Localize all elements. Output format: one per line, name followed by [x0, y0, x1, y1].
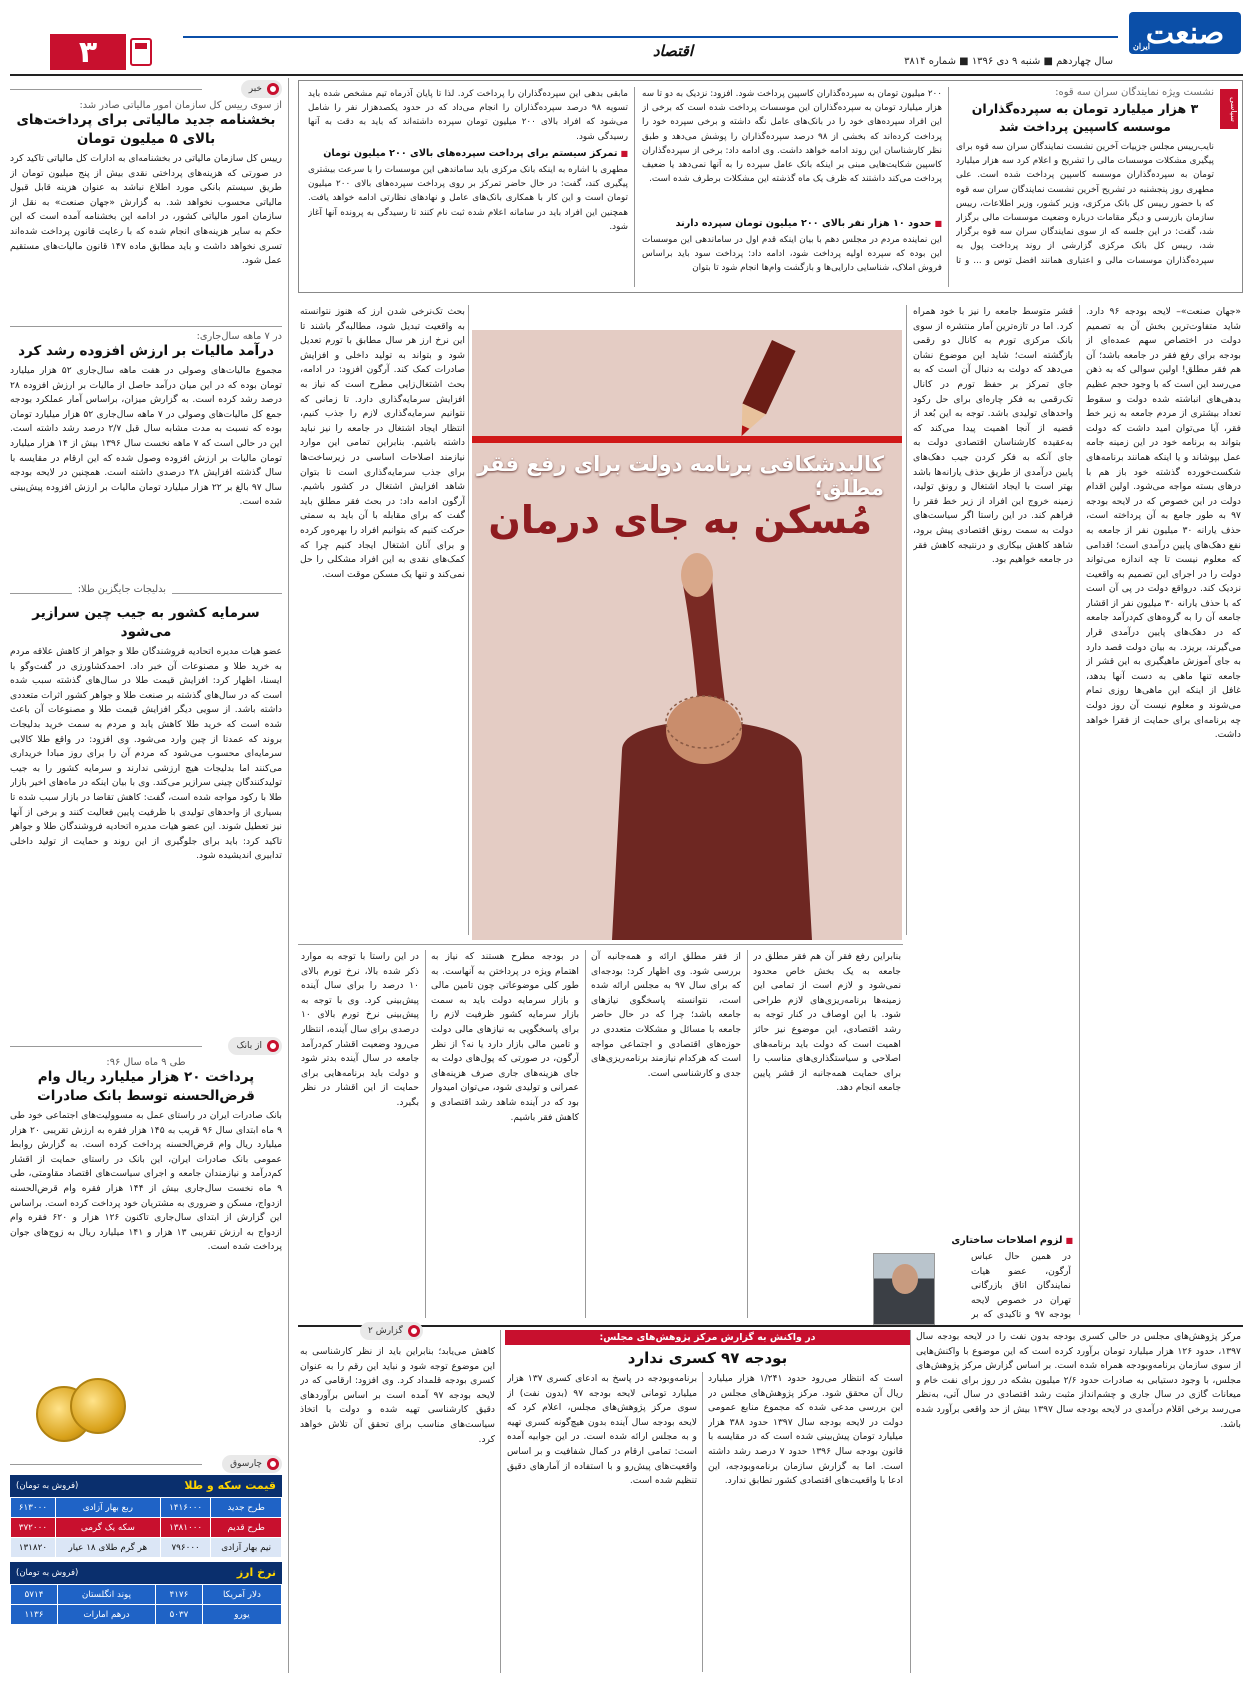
- gold-table: [10, 1497, 282, 1558]
- table-row: دلار آمریکا ۴۱۷۶ پوند انگلستان ۵۷۱۴: [11, 1585, 282, 1605]
- masthead-rule: [183, 36, 1118, 54]
- story3-body: عضو هیات مدیره اتحادیه فروشندگان طلا و جواهر از کاهش علاقه مردم به خرید طلا و مصنوعات آن خبر داد. احمدکشاورزی در گفت‌وگو با ایسنا، اظهار کرد: افزایش قیمت طلا در سال‌های گذشته سبب شده است که در سال‌های گذشته بر صنعت طلا و جواهر کشور اثرات متعددی داشته باشد. از سویی دیگر افزایش قیمت طلا و مصنوعات آن باعث شده است که خرید طلا کاهش یابد و مردم به سمت خرید بدلیجات بروند که عمدتا از چین وارد می‌شود. وی افزود: در واقع طلا کالایی سرمایه‌ای محسوب می‌شود که مردم آن را برای روز مبادا خریداری می‌کنند اما بدلیجات هیچ ارزشی ندارند و سرمایه کشور را به جیب تولیدکنندگان چینی سرازیر می‌کند. وی با بیان اینکه در ماه‌های اخیر بازار طلا با رکود مواجه شده است، گفت: کاهش تقاضا در بازار سبب شده تا بسیاری از واحدهای تولیدی با ظرفیت پایین فعالیت کنند و برخی از آنها نیز تعطیل شوند. این عضو هیات مدیره اتحادیه فروشندگان طلا و جواهر تاکید کرد: باید برای جلوگیری از این روند و حمایت از تولید داخلی تدابیری اندیشیده شود.: [10, 646, 282, 862]
- section-title: اقتصاد: [652, 42, 693, 60]
- gold-coins-image: [36, 1378, 136, 1448]
- author-photo: [873, 1253, 935, 1325]
- top-story-sub2: ■ تمرکز سیستم برای پرداخت سپرده‌های بالای ۲۰۰ میلیون تومان: [308, 147, 628, 161]
- author-box: [913, 1232, 1073, 1250]
- fx-table-title: نرخ ارز: [236, 1566, 276, 1579]
- fx-table-header: [10, 1562, 282, 1584]
- report-tag: گزارش ۲: [360, 1322, 423, 1340]
- report-col-mid: است که انتظار می‌رود حدود ۱/۲۴۱ هزار میلیارد ریال آن محقق شود. مرکز پژوهش‌های مجلس در این بررسی مدعی شده که مجموع منابع عمومی دولت در لایحه بودجه سال ۱۳۹۷ حدود ۳۸۸ هزار میلیارد تومان پیش‌بینی شده است که در مقایسه با قانون بودجه سال ۱۳۹۶ حدود ۷ درصد رشد داشته است. اما به گزارش سازمان برنامه‌وبودجه، این ادعا با واقعیت‌های اقتصادی کشور تطابق ندارد.: [708, 1373, 903, 1487]
- story3-kicker: بدلیجات جایگزین طلا:: [72, 584, 172, 595]
- table-row: یورو ۵۰۳۷ درهم امارات ۱۱۳۶: [11, 1605, 282, 1625]
- story2-body: مجموع مالیات‌های وصولی در هفت ماهه سال‌جاری ۵۲ هزار میلیارد تومان بوده که در این میان درآمد حاصل از مالیات بر ارزش افزوده ۲۸ درصد رشد کرده است. به گزارش میزان، براساس آمار عملکرد بودجه جمع کل مالیات‌های وصولی در ۷ ماهه سال‌جاری ۵۲ هزار میلیارد تومان بوده که نسبت به مدت مشابه سال قبل ۲/۷ درصد رشد داشته است. این در حالی است که ۷ ماهه نخست سال ۱۳۹۶ بیش از ۱۴ هزار میلیارد تومان مالیات بر ارزش افزوده وصول شده که این ارقام در مقایسه با سال گذشته افزایش ۲۸ درصدی داشته است. همچنین در لایحه بودجه سال ۹۷ بالغ بر ۲۲ هزار میلیارد تومان مالیات بر ارزش افزوده پیش‌بینی شده است.: [10, 365, 282, 508]
- feature-headline: مُسکن به جای درمان: [488, 498, 872, 542]
- page-number: ۳: [50, 34, 126, 70]
- top-story-col2-wrap: [642, 87, 942, 277]
- feature-col1: «جهان صنعت»– لایحه بودجه ۹۶ دارد. شاید متفاوت‌ترین بخش آن به تصمیم دولت در اختصاص سهم عمده‌ای از بودجه برای رفع فقر در جامعه باشد؛ آن هم فقر مطلق! اولین سوالی که به ذهن می‌رسد این است که با وجود حجم عظیم بدهی‌های انباشته شده دولت و سقوط تعداد بیشتری از مردم جامعه به زیر خط فقر، آیا می‌توان امید داشت که دولت بتواند به برنامه خود در این زمینه جامه عمل بپوشاند و یا اینکه همانند برنامه‌های شکست‌خورده گذشته خود باز هم با درهای بسته مواجه می‌شود. اولین اقدام دولت در این خصوص که در لایحه بودجه ۹۷ به طور جامع به آن پرداخته است، حذف یارانه ۳۰ میلیون نفر از جامعه به نفع دهک‌های پایین درآمدی است؛ اقدامی که معلوم نیست تا چه اندازه می‌تواند دولت را در اجرای این تصمیم به واقعیت نزدیک کند. درواقع دولت در پی آن است که با حذف یارانه ۳۰ میلیون نفر از اقشار جامعه آن را به گروه‌های کم‌درآمد جامعه که در دهک‌های پایین درآمدی قرار می‌گیرند، بریزد. به بیان دولت قصد دارد به جای آموزش ماهیگیری به این قشر از جامعه تنها ماهی به دست آنها بدهد، غافل از اینکه این ماهی‌ها روزی تمام می‌شوند و معلوم نیست آن روز دولت چه برنامه‌ای برای حمایت از فقرا خواهد داشت.: [1086, 306, 1241, 741]
- header-divider: [10, 74, 1243, 76]
- table-row: طرح جدید ۱۴۱۶۰۰۰ ربع بهار آزادی ۶۱۳۰۰۰: [11, 1498, 282, 1518]
- story3-title: سرمایه کشور به جیب چین سرازیر می‌شود: [32, 605, 260, 640]
- news-tag: خبر: [241, 80, 282, 98]
- feature-col2: قشر متوسط جامعه را نیز با خود همراه کرد. اما در تازه‌ترین آمار منتشره از سوی بانک مرکزی تورم به کانال دو رقمی بازگشته است؛ شاید این موضوع نشان می‌دهد که دولت به دنبال آن است که به جای تمرکز بر حفظ تورم در کانال تک‌رقمی به فکر چاره‌ای برای حل رکود واحدهای تولیدی باشد. توجه به این بُعد از قضیه از آنجا اهمیت پیدا می‌کند که به‌عقیده کارشناسان اقتصادی دولت به جای آنکه به فکر کردن جیب دهک‌های پایین درآمدی از طریق حذف یارانه‌ها باشد بهتر است با ایجاد اشتغال و رونق تولید، زمینه خروج این افراد از زیر خط فقر را فراهم کند. در این راستا اگر سیاست‌های دولت به سمت رونق اقتصادی پیش برود، شاهد کاهش بیکاری و درنتیجه کاهش فقر در جامعه خواهیم بود.: [913, 306, 1073, 566]
- top-story-col2: ۲۰۰ میلیون تومان به سپرده‌گذاران کاسپین پرداخت شود. افزود: نزدیک به دو تا سه هزار میلیارد تومان به سپرده‌گذاران این موسسات پرداخت شده است که برخی از این افراد سپرده‌های خود را در بانک‌های عامل نگه داشته و برخی سپرده خود را پرداخت کرده‌اند که بخشی از ۹۸ درصد سپرده‌گذاران را پوشش می‌دهد و طبق نظر کارشناسان این روند ادامه خواهد داشت. وی ادامه داد: برخی از سپرده‌گذاران کاسپین شکایت‌هایی مبنی بر اینکه بانک عامل سپرده را به آنها نمی‌دهد یا ضعیف پرداخت می‌کند داشتند که ظرف یک ماه گذشته این مشکلات برطرف شده است.: [642, 89, 942, 185]
- pencil-figure-svg: [472, 330, 902, 940]
- top-story-col3: مابقی بدهی این سپرده‌گذاران را پرداخت کرد. لذا تا پایان آذرماه تیم مشخص شده باید تسویه ۹۸ درصد سپرده‌گذاران را انجام می‌داد که در حدود یکصدهزار نفر را شامل می‌شود که افراد بالای ۲۰۰ میلیون تومان سپرده داشته‌اند که باید به دقت به آنها رسیدگی شود.: [308, 89, 628, 142]
- market-box: [10, 1455, 282, 1625]
- author-text: در همین حال عباس آرگون، عضو هیات نمایندگان اتاق بازرگانی تهران در خصوص لایحه بودجه ۹۷ و تاکیدی که بر: [971, 1251, 1071, 1321]
- feature-bottom-col2: از فقر مطلق ارائه و همه‌جانبه آن بررسی شود. وی اظهار کرد: بودجه‌ای که برای سال ۹۷ به مجلس ارائه شده است، نتوانسته پاسخگوی نیازهای جامعه باشد؛ چرا که در حال حاضر جامعه با مسائل و مشکلات متعددی در حوزه‌های اقتصادی و اجتماعی مواجه است که هرکدام نیازمند برنامه‌ریزی‌های جدی و کارشناسی است.: [591, 951, 741, 1079]
- feature-col3: بحث تک‌نرخی شدن ارز که هنوز نتوانسته به واقعیت تبدیل شود، مطالبه‌گر باشند تا این نرخ ارز هر سال مطابق با تورم تعدیل شود و بتواند به تولید داخلی و افزایش صادرات کمک کند. آرگون افزود: در ادامه، بحث اشتغال‌زایی مطرح است که نیاز به افزایش سرمایه‌گذاری دارد. تا زمانی که نتوانیم سرمایه‌گذاری لازم را جذب کنیم، انتظار ایجاد اشتغال در جامعه را نیز نباید داشته باشیم. بنابراین تمامی این موارد نیازمند اصلاحات اساسی در زیرساخت‌ها برای جذب سرمایه‌گذاری است تا بتوان شاهد افزایش اشتغال در کشور باشیم. آرگون ادامه داد: در بحث فقر مطلق باید گفت که برای مقابله با آن باید به سمتی حرکت کنیم که بتوانیم افراد را بهره‌ور کرده و برای آنان اشتغال ایجاد کنیم چرا که کمک‌های نقدی به این افراد مشکلی را حل نمی‌کند و تنها یک مسکن موقت است.: [300, 306, 465, 580]
- newspaper-logo: صنعت ایران: [1129, 12, 1241, 54]
- top-story-box: [298, 80, 1243, 293]
- report-col-left: برنامه‌وبودجه در پاسخ به ادعای کسری ۱۳۷ هزار میلیارد تومانی لایحه بودجه ۹۷ (بدون نفت) از سوی مرکز پژوهش‌های مجلس، اعلام کرد که لایحه بودجه سال آینده بدون هیچ‌گونه کسری تهیه و به مجلس ارائه شده است. در این جوابیه آمده است: تمامی ارقام در کمال شفافیت و بر اساس واقعیت‌های پیش‌رو و با استفاده از آمارهای دقیق تنظیم شده است.: [507, 1373, 697, 1487]
- top-story-label: سیاسی: [1220, 89, 1238, 129]
- top-story-kicker: نشست ویژه نمایندگان سران سه قوه:: [1055, 87, 1214, 98]
- story1-kicker: از سوی رییس کل سازمان امور مالیاتی صادر شد:: [79, 100, 282, 111]
- table-row: طرح قدیم ۱۳۸۱۰۰۰ سکه یک گرمی ۳۷۲۰۰۰: [11, 1518, 282, 1538]
- gold-table-header: [10, 1475, 282, 1497]
- feature-bottom-col4: در این راستا با توجه به موارد ذکر شده بالا، نرخ تورم بالای ۱۰ درصد را برای سال آینده پیش‌بینی کرد. وی با توجه به پیش‌بینی نرخ تورم بالای ۱۰ درصدی برای سال آینده، انتظار می‌رود وضعیت اقشار کم‌درآمد جامعه در سال آینده بدتر شود و دولت باید برنامه‌هایی برای حمایت از این اقشار در نظر بگیرد.: [301, 951, 419, 1108]
- feature-kicker: کالبدشکافی برنامه دولت برای رفع فقر مطلق؛: [477, 452, 884, 500]
- top-story-lead: [956, 85, 1214, 270]
- story4-body: بانک صادرات ایران در راستای عمل به مسوولیت‌های اجتماعی خود طی ۹ ماه ابتدای سال ۹۶ قریب به ۱۴۵ هزار فقره به ارزش تقریبی ۲۰ هزار میلیارد ریال وام قرض‌الحسنه پرداخت کرده است. به گزارش روابط عمومی بانک صادرات ایران، این بانک در راستای حمایت از اقشار کم‌درآمد و نیازمندان جامعه و اجرای سیاست‌های اقتصاد مقاومتی، طی ۹ ماه نخست سال‌جاری بیش از ۱۴۴ هزار فقره وام قرض‌الحسنه ازدواج، مسکن و ضروری به مشتریان خود پرداخت کرده است. براساس این گزارش از ابتدای سال‌جاری تاکنون ۱۲۶ هزار و ۶۲۰ فقره وام ازدواج به ارزش تقریبی ۱۳ هزار و ۱۴۱ میلیارد ریال به زوج‌های جوان پرداخت شده است.: [10, 1110, 282, 1253]
- story2-kicker: در ۷ ماهه سال‌جاری:: [196, 331, 282, 342]
- gold-table-title: قیمت سکه و طلا: [184, 1479, 276, 1492]
- top-story-col3-wrap: [308, 87, 628, 277]
- report-col-right: مرکز پژوهش‌های مجلس در حالی کسری بودجه بدون نفت را در لایحه بودجه سال ۱۳۹۷، حدود ۱۲۶ هزار میلیارد تومان برآورد کرده است که این موضوع با واکنش‌هایی از سوی سازمان برنامه‌وبودجه همراه شده است. بر اساس گزارش مرکز پژوهش‌های مجلس، با وجود دستیابی به صادرات حدود ۲/۶ میلیون بشکه در روز برای نفت خام و میعانات گازی در سال جاری و چشم‌انداز مثبت رشد اقتصادی در سال آتی، به‌نظر می‌رسد برخی اقلام درآمدی در لایحه بودجه سال ۱۳۹۷ بیش از حد واقعی برآورد شده باشد.: [916, 1331, 1241, 1430]
- feature-bottom-col1: بنابراین رفع فقر آن هم فقر مطلق در جامعه به یک بخش خاص محدود نمی‌شود و لازم است از تمامی این زمینه‌ها برنامه‌ریزی‌های لازم طراحی شود. با این اوصاف در کنار توجه به رشد اقتصادی، این موضوع نیز حائز اهمیت است که دولت باید برنامه‌های اصلاحی و سیاستگذاری‌های مناسب را برای حمایت همه‌جانبه از قشر پایین جامعه انجام دهد.: [753, 951, 901, 1094]
- calculator-icon: [130, 38, 152, 66]
- top-story-col1: نایب‌رییس مجلس جزییات آخرین نشست نمایندگان سران سه قوه برای پیگیری مشکلات موسسات مالی را تشریح و اعلام کرد سه هزار میلیارد تومان به سپرده‌گذاران موسسه کاسپین پرداخت شده است. علی مطهری روز پنجشنبه در تشریح آخرین نشست نمایندگان سران سه قوه که ‌با حضور رییس کل بانک مرکزی، وزیر کشور، وزیر اطلاعات، رییس سازمان بازرسی و دیگر مقامات درباره وضعیت موسسات مالی برگزار شد، گفت: در این جلسه که از سوی نمایندگان سران سه قوه برگزار شد، رییس کل بانک مرکزی گزارشی از روند پرداخت پول به سپرده‌گذاران موسسات مالی و اعتباری همانند افضل توس و ... و تا: [956, 142, 1214, 266]
- top-story-col2b: این نماینده مردم در مجلس دهم با بیان اینکه قدم اول در ساماندهی این موسسات این بوده که سپرده اولیه پرداخت شود، ادامه داد: پرداخت سود باید براساس فروش املاک، شناسایی دارایی‌ها و بازگشت وام‌ها انجام شود تا بتوان: [642, 235, 942, 274]
- fx-table-unit: (فروش به تومان): [16, 1568, 79, 1578]
- story2-title: درآمد مالیات بر ارزش افزوده رشد کرد: [18, 343, 274, 359]
- market-tag: چارسوق: [222, 1455, 282, 1473]
- report-col-far: کاهش می‌یابد؛ بنابراین باید از نظر کارشناسی به این موضوع توجه شود و نباید این رقم را به عنوان کسری بودجه قلمداد کرد. وی افزود: ارقامی که در لایحه بودجه ۹۷ آمده است بر اساس برآوردهای دقیق کارشناسی تهیه شده و دولت با اتخاذ سیاست‌های مناسب برای تحقق آن تلاش خواهد کرد.: [300, 1346, 495, 1445]
- gold-table-unit: (فروش به تومان): [16, 1481, 79, 1491]
- left-news-column: [10, 80, 282, 1339]
- report-title: بودجه ۹۷ کسری ندارد: [627, 1349, 788, 1367]
- table-row: نیم بهار آزادی ۷۹۶۰۰۰ هر گرم طلای ۱۸ عیار ۱۳۱۸۲۰: [11, 1538, 282, 1558]
- top-story-col3b: مطهری با اشاره به اینکه بانک مرکزی باید ساماندهی این موسسات را با سرعت بیشتری پیگیری کند، گفت: در حال حاضر تمرکز بر روی پرداخت سپرده‌های بالای ۲۰۰ میلیون تومان است و این کار با همکاری بانک‌های عامل و نهادهای نظارتی ادامه خواهد یافت. همچنین این افراد باید در سامانه اعلام شده ثبت نام کنند تا رسیدگی به پرونده آنها آغاز شود.: [308, 165, 628, 232]
- author-subhead: ■ لزوم اصلاحات ساختاری: [913, 1234, 1073, 1248]
- top-story-title: ۳ هزار میلیارد تومان به سپرده‌گذاران موسسه کاسپین پرداخت شد: [971, 101, 1199, 134]
- feature-bottom-col3: در بودجه مطرح هستند که نیاز به اهتمام ویژه در پرداختن به آنهاست. به طور کلی موضوعاتی چون تامین مالی و بازار سرمایه دولت باید به سمت بازار سرمایه کشور ظرفیت لازم را برای پاسخگویی به نیازهای مالی دولت و تامین مالی بازار دارد یا نه؟ از نظر آرگون، در صورتی که پول‌های دولت به جای هزینه‌های جاری صرف هزینه‌های عمرانی و تولیدی شود، می‌توان امیدوار بود که در آینده شاهد رشد اقتصادی و کاهش فقر باشیم.: [431, 951, 579, 1123]
- fx-table: [10, 1584, 282, 1625]
- story1-title: بخشنامه جدید مالیاتی برای پرداخت‌های بالای ۵ میلیون تومان: [16, 112, 276, 147]
- story1-body: رییس کل سازمان مالیاتی در بخشنامه‌ای به ادارات کل مالیاتی تاکید کرد در صورتی که هزینه‌های پرداختی نقدی بیش از پنج میلیون تومان از طریق سیستم بانکی مورد اطلاع نباشد به عنوان هزینه قابل قبول مالیاتی محسوب نخواهد شد. به گزارش «جهان صنعت» به نقل از سازمان امور مالیاتی کشور، در ادامه این بخشنامه آمده است که این حکم به سایر هزینه‌های انجام شده که با رعایت قانون پرداخت شده‌اند تسری نخواهد داشت و باید مطابق ماده ۱۴۷ قانون مالیات‌های مستقیم عمل شود.: [10, 153, 282, 267]
- feature-illustration: [472, 330, 902, 940]
- bank-tag: از بانک: [228, 1037, 282, 1055]
- report-banner: در واکنش به گزارش مرکز پژوهش‌های مجلس:: [505, 1330, 910, 1345]
- top-story-sub1: ■ حدود ۱۰ هزار نفر بالای ۲۰۰ میلیون تومان سپرده دارند: [642, 217, 942, 231]
- story4-title: پرداخت ۲۰ هزار میلیارد ریال وام قرض‌الحسنه توسط بانک صادرات: [37, 1069, 255, 1104]
- issue-line: سال چهاردهم ■ شنبه ۹ دی ۱۳۹۶ ■ شماره ۳۸۱۴: [904, 56, 1113, 67]
- story4-kicker: طی ۹ ماه سال ۹۶:: [106, 1057, 186, 1068]
